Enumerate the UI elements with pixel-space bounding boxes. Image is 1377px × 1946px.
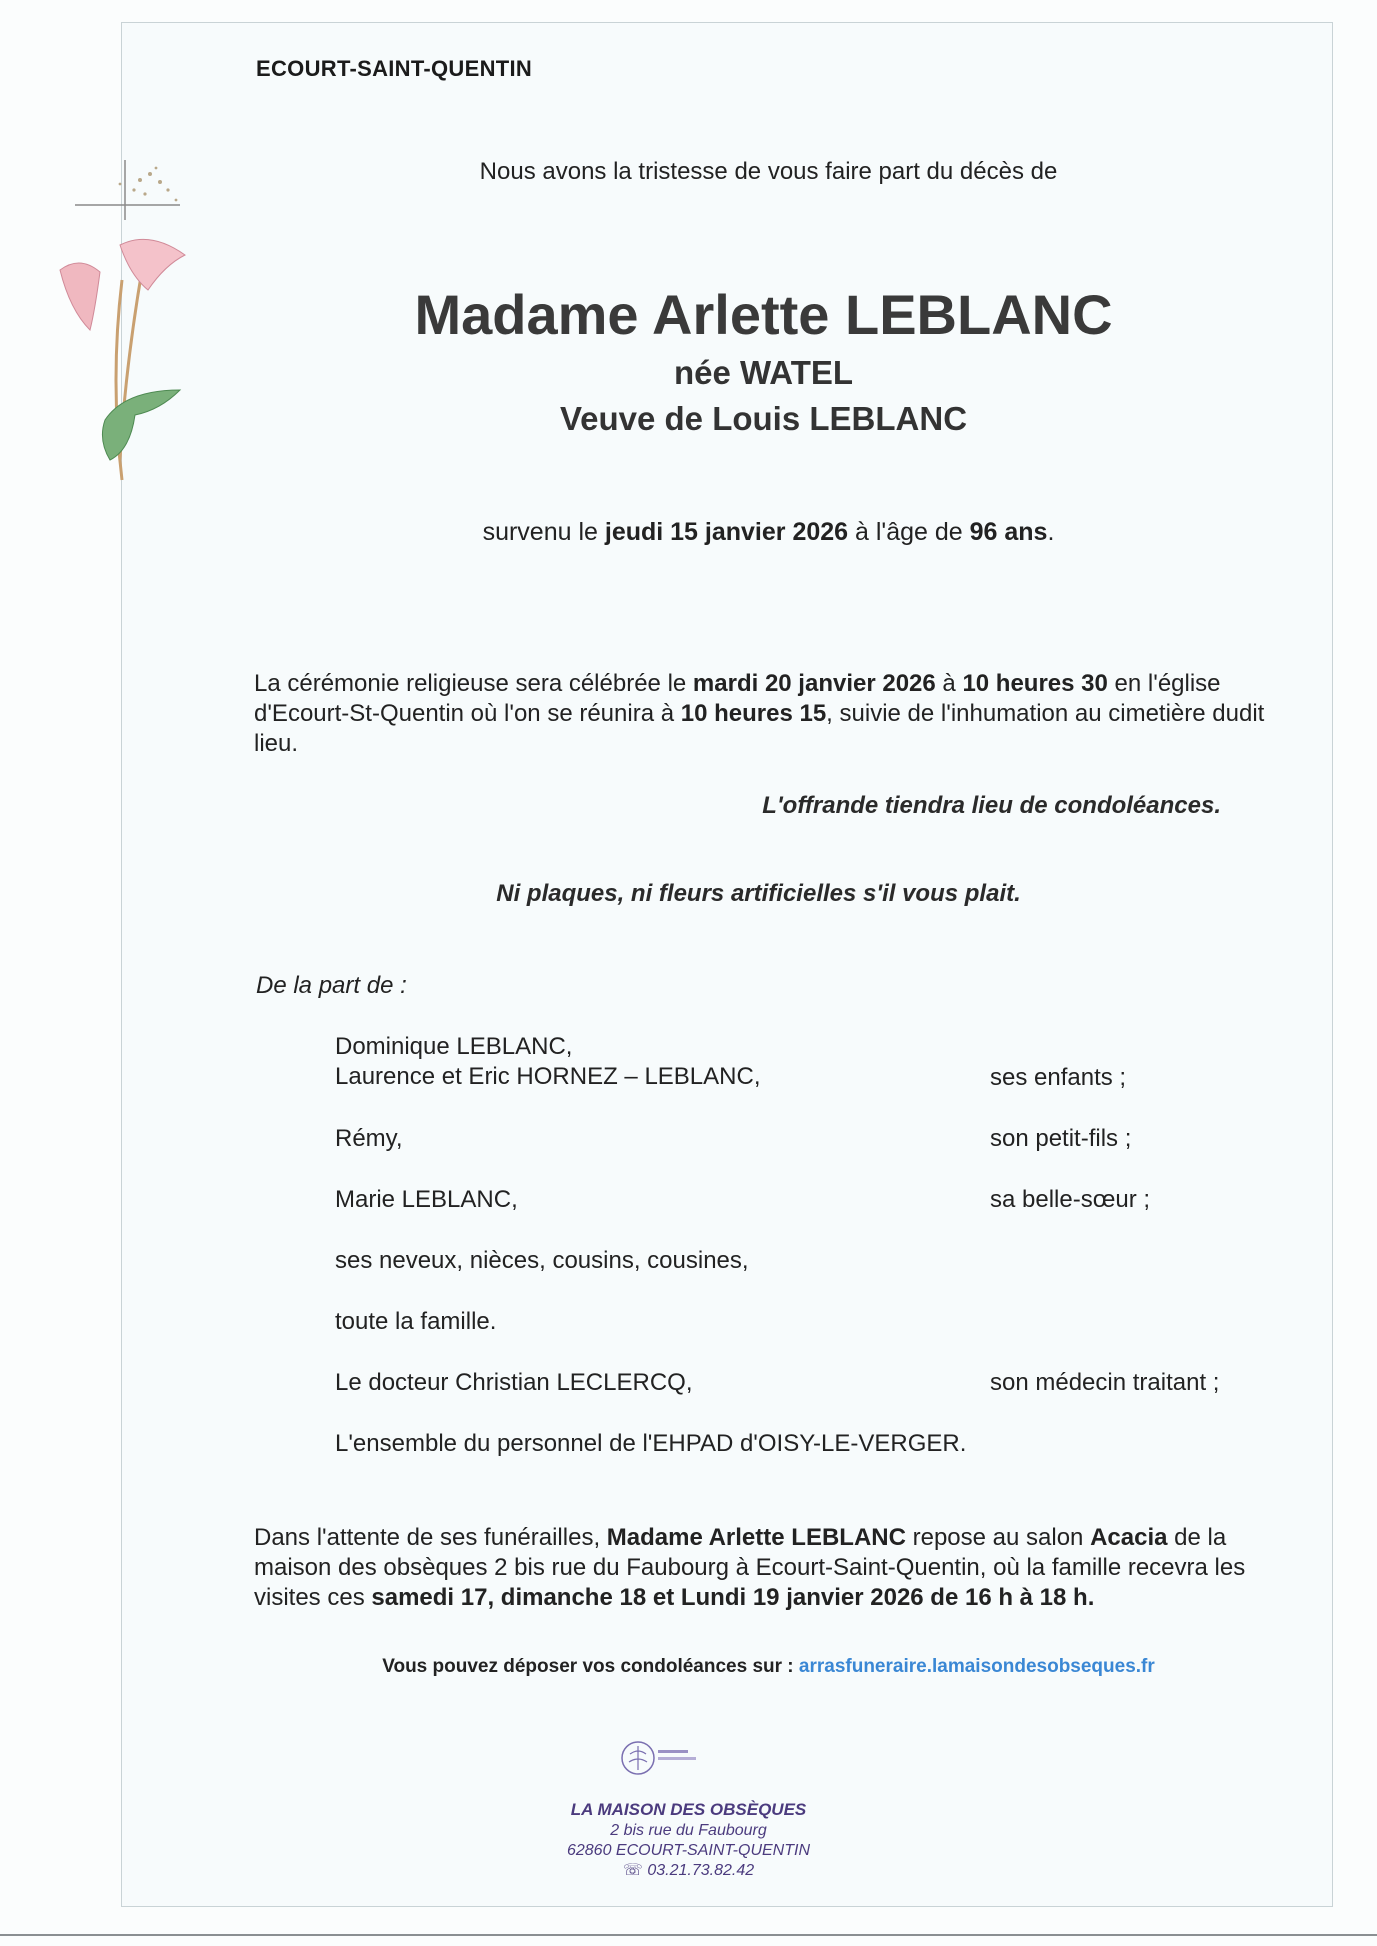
visits-text-2: repose au salon xyxy=(905,1524,1091,1551)
company-city: 62860 ECOURT-SAINT-QUENTIN xyxy=(566,1842,811,1859)
ceremony-text-3: en l'église d'Ecourt-St-Quentin où l'on se réunira à xyxy=(254,670,1221,727)
condolences-line xyxy=(0,1656,1377,1678)
visits-paragraph xyxy=(254,1523,1294,1613)
family-name: Marie LEBLANC, xyxy=(335,1186,518,1213)
death-mid: à l'âge de xyxy=(848,518,970,546)
maiden-name: née WATEL xyxy=(673,354,854,391)
condolences-link[interactable]: arrasfuneraire.lamaisondesobseques.fr xyxy=(798,1656,1155,1677)
company-logo xyxy=(618,1738,718,1778)
plaques-note: Ni plaques, ni fleurs artificielles s'il vous plait. xyxy=(496,880,1021,907)
family-name: Dominique LEBLANC, xyxy=(335,1033,573,1060)
ceremony-text-2: à xyxy=(935,670,963,697)
widow-of: Veuve de Louis LEBLANC xyxy=(559,400,968,437)
bottom-divider xyxy=(0,1934,1377,1936)
family-relation: ses enfants ; xyxy=(990,1064,1127,1091)
family-name: Le docteur Christian LECLERCQ, xyxy=(335,1369,693,1396)
visits-text-3: de la maison des obsèques 2 bis rue du Faubourg à Ecourt-Saint-Quentin, où la famille recevra les visites ces xyxy=(254,1524,1246,1611)
death-pre: survenu le xyxy=(482,518,605,546)
family-entry-children xyxy=(335,1032,761,1092)
ceremony-text-1: La cérémonie religieuse sera célébrée le xyxy=(254,670,693,697)
company-street: 2 bis rue du Faubourg xyxy=(610,1822,767,1839)
offrande-note: L'offrande tiendra lieu de condoléances. xyxy=(762,792,1221,819)
from-label: De la part de : xyxy=(256,972,407,999)
death-date: jeudi 15 janvier 2026 xyxy=(604,518,849,546)
family-name: toute la famille. xyxy=(335,1308,497,1335)
company-name: LA MAISON DES OBSÈQUES xyxy=(570,1800,807,1819)
family-name: Laurence et Eric HORNEZ – LEBLANC, xyxy=(335,1063,761,1090)
ceremony-time: 10 heures 30 xyxy=(962,670,1108,697)
family-relation: son petit-fils ; xyxy=(990,1125,1132,1152)
salon-name: Acacia xyxy=(1090,1524,1168,1551)
town-header: ECOURT-SAINT-QUENTIN xyxy=(256,56,533,81)
deceased-name: Madame Arlette LEBLANC xyxy=(414,283,1113,346)
family-name: L'ensemble du personnel de l'EHPAD d'OISY-LE-VERGER. xyxy=(335,1430,967,1457)
death-age: 96 ans xyxy=(969,518,1048,546)
death-end: . xyxy=(1047,518,1055,546)
visits-dates: samedi 17, dimanche 18 et Lundi 19 janvier 2026 de 16 h à 18 h. xyxy=(371,1584,1095,1611)
ceremony-paragraph xyxy=(254,669,1294,759)
visits-text-1: Dans l'attente de ses funérailles, xyxy=(254,1524,607,1551)
death-line xyxy=(0,518,1377,547)
family-relation: son médecin traitant ; xyxy=(990,1369,1220,1396)
condolences-label: Vous pouvez déposer vos condoléances sur : xyxy=(382,1656,799,1677)
family-relation: sa belle-sœur ; xyxy=(990,1186,1151,1213)
visits-name: Madame Arlette LEBLANC xyxy=(606,1524,906,1551)
company-phone: ☏ 03.21.73.82.42 xyxy=(622,1862,755,1879)
family-name: Rémy, xyxy=(335,1125,403,1152)
family-name: ses neveux, nièces, cousins, cousines, xyxy=(335,1247,749,1274)
gathering-time: 10 heures 15 xyxy=(680,700,827,727)
ceremony-date: mardi 20 janvier 2026 xyxy=(692,670,936,697)
ceremony-text-4: , suivie de l'inhumation au cimetière dudit lieu. xyxy=(254,700,1265,757)
intro-text: Nous avons la tristesse de vous faire part du décès de xyxy=(479,158,1058,185)
